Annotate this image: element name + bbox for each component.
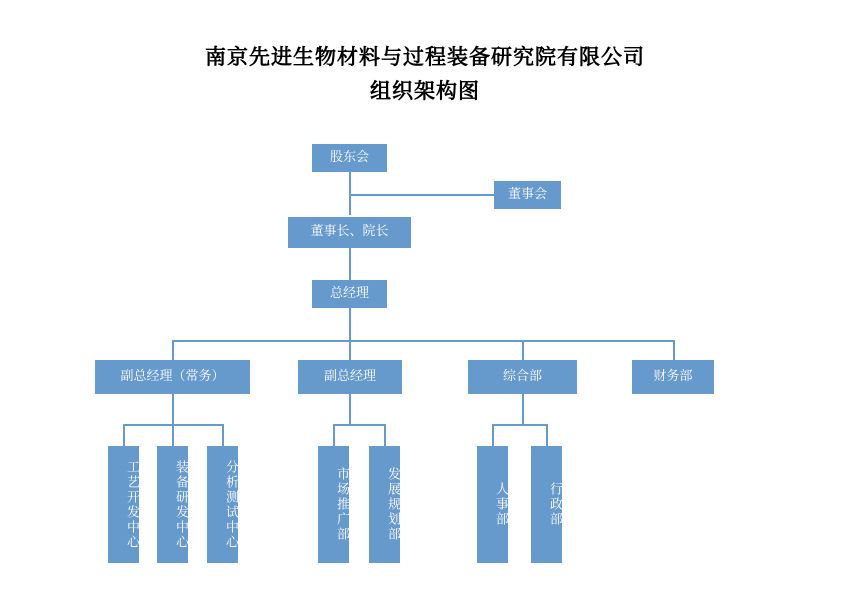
connector-bus-deputy-exec <box>172 340 174 360</box>
node-label: 分析测试中心 <box>223 459 238 550</box>
node-analysis-test-center[interactable] <box>207 446 238 563</box>
node-label: 董事长、院长 <box>310 224 389 240</box>
node-label: 副总经理（常务） <box>120 368 225 384</box>
node-general-manager[interactable] <box>312 280 387 308</box>
connector-bus-deputy <box>349 340 351 360</box>
node-label: 总经理 <box>329 285 369 301</box>
node-chairman[interactable] <box>288 217 411 248</box>
node-label: 人事部 <box>493 482 508 527</box>
connector-bus-general <box>522 340 524 360</box>
node-label: 财务部 <box>653 368 693 384</box>
title-line-1: 南京先进生物材料与过程装备研究院有限公司 <box>205 45 645 69</box>
node-development-planning-dept[interactable] <box>369 446 400 563</box>
connector-deputy-down <box>349 394 351 424</box>
node-board[interactable] <box>494 181 561 209</box>
node-label: 工艺开发中心 <box>124 459 139 550</box>
node-market-promotion-dept[interactable] <box>318 446 349 563</box>
node-general-dept[interactable] <box>468 360 577 394</box>
node-hr-dept[interactable] <box>477 446 508 563</box>
connector-analysis-test <box>222 424 224 446</box>
node-label: 综合部 <box>502 368 542 384</box>
node-label: 股东会 <box>329 149 369 165</box>
connector-process-dev <box>123 424 125 446</box>
connector-general-bus <box>492 424 547 426</box>
node-deputy-gm[interactable] <box>298 360 402 394</box>
node-process-dev-center[interactable] <box>108 446 139 563</box>
node-admin-dept[interactable] <box>531 446 562 563</box>
node-finance-dept[interactable] <box>632 360 714 394</box>
node-label: 市场推广部 <box>334 467 349 542</box>
node-equipment-rd-center[interactable] <box>157 446 188 563</box>
node-label: 行政部 <box>547 482 562 527</box>
connector-admin <box>546 424 548 446</box>
connector-bus-finance <box>673 340 675 360</box>
connector-market-promotion <box>333 424 335 446</box>
node-label: 装备研发中心 <box>173 459 188 550</box>
connector-development-planning <box>384 424 386 446</box>
connector-equipment-rd <box>172 424 174 446</box>
node-deputy-gm-executive[interactable] <box>95 360 250 394</box>
node-shareholders[interactable] <box>312 144 387 172</box>
connector-general-down <box>522 394 524 424</box>
node-label: 董事会 <box>507 186 547 202</box>
connector-board-branch <box>349 194 500 196</box>
node-label: 发展规划部 <box>385 467 400 542</box>
page-title <box>0 40 850 108</box>
node-label: 副总经理 <box>323 368 376 384</box>
connector-deputy-exec-down <box>172 394 174 424</box>
connector-hr <box>492 424 494 446</box>
connector-deputy-bus <box>333 424 385 426</box>
connector-level4-bus <box>172 340 674 342</box>
connector-chairman-gm <box>349 248 351 280</box>
title-line-2: 组织架构图 <box>370 79 480 103</box>
connector-gm-bus <box>349 308 351 340</box>
